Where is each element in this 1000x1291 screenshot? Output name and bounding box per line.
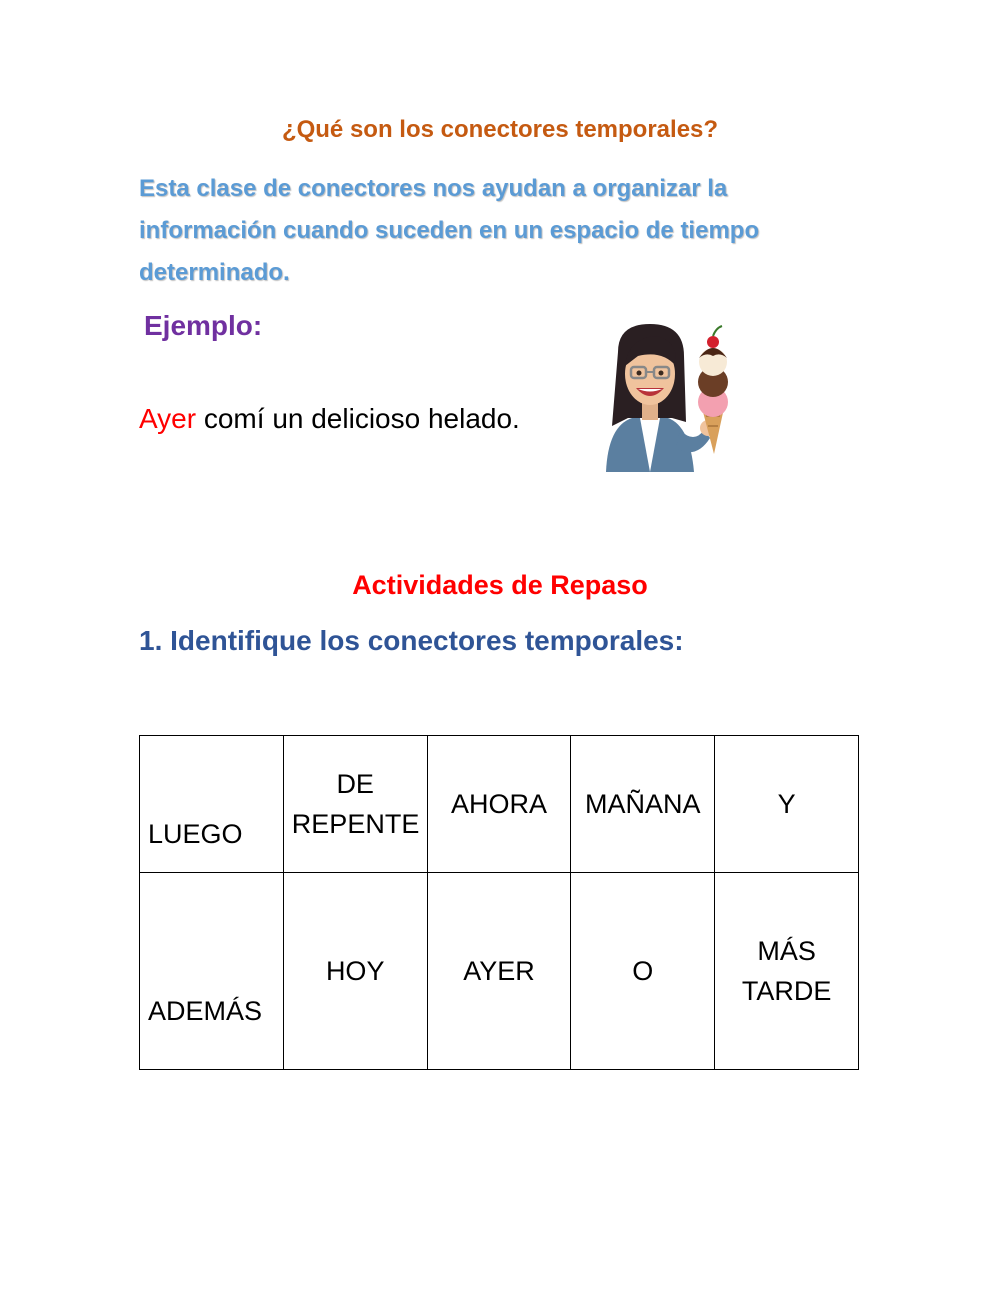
intro-paragraph: Esta clase de conectores nos ayudan a organizar la información cuando suceden en un espacio de tiempo determinado. [139,175,760,286]
example-heading: Ejemplo: [144,310,263,341]
table-cell: MAÑANA [571,736,715,873]
example-sentence-rest: comí un delicioso helado. [196,403,520,434]
table-row [140,736,859,873]
teacher-ice-cream-icon [598,322,758,472]
example-sentence [139,403,520,435]
question-title: ¿Qué son los conectores temporales? [281,116,719,143]
table-cell: LUEGO [140,736,284,873]
table-cell: MÁS TARDE [715,873,859,1070]
teacher-ice-cream-illustration [598,322,758,472]
table-cell: ADEMÁS [140,873,284,1070]
table-cell: Y [715,736,859,873]
connectors-table [139,735,859,1070]
table-cell: HOY [283,873,427,1070]
table-row [140,873,859,1070]
table-cell: O [571,873,715,1070]
table-cell: AYER [427,873,571,1070]
table-cell: AHORA [427,736,571,873]
highlighted-connector: Ayer [139,403,197,434]
activities-title: Actividades de Repaso [352,570,648,600]
exercise-instruction: 1. Identifique los conectores temporales: [139,625,684,656]
table-cell: DE REPENTE [283,736,427,873]
